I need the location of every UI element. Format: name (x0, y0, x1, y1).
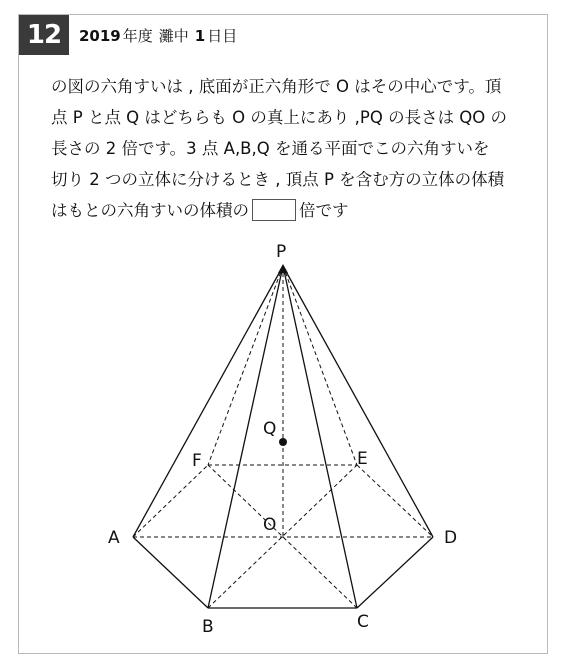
source-year: 2019 (79, 26, 121, 45)
edge-PC (283, 266, 357, 608)
label-O: O (263, 515, 277, 535)
edge-PA (133, 266, 283, 537)
source-year-suffix: 年度 (122, 26, 153, 45)
question-line-2: 点 P と点 Q はどちらも O の真上にあり ,PQ の長さは QO の (51, 108, 508, 127)
point-Q-dot (279, 438, 287, 446)
edge-CD (357, 537, 433, 608)
label-A: A (108, 528, 120, 548)
label-D: D (444, 528, 458, 548)
label-C: C (357, 612, 369, 632)
edge-AB (133, 537, 208, 608)
question-line-5-after: 倍です (299, 201, 349, 220)
label-P: P (276, 242, 287, 262)
source-school: 灘中 (158, 26, 189, 45)
source-day-suffix: 日目 (207, 26, 238, 45)
problem-number-badge: 12 (19, 15, 69, 55)
question-line-3: 長さの 2 倍です。3 点 A,B,Q を通る平面でこの六角すいを (51, 139, 490, 158)
label-E: E (357, 449, 368, 469)
question-line-5-before: はもとの六角すいの体積の (51, 201, 249, 220)
edge-AF (133, 465, 208, 537)
label-F: F (192, 451, 202, 471)
label-B: B (202, 617, 214, 637)
source-day-number: 1 (194, 26, 206, 45)
apex-mark (278, 264, 288, 273)
question-line-4: 切り 2 つの立体に分けるとき , 頂点 P を含む方の立体の体積 (51, 170, 505, 189)
question-line-1: の図の六角すいは , 底面が正六角形で O はその中心です。頂 (51, 77, 502, 96)
label-Q: Q (263, 419, 277, 439)
edge-PD (283, 266, 433, 537)
edge-ED (357, 465, 433, 537)
hidden-edges (133, 266, 433, 608)
